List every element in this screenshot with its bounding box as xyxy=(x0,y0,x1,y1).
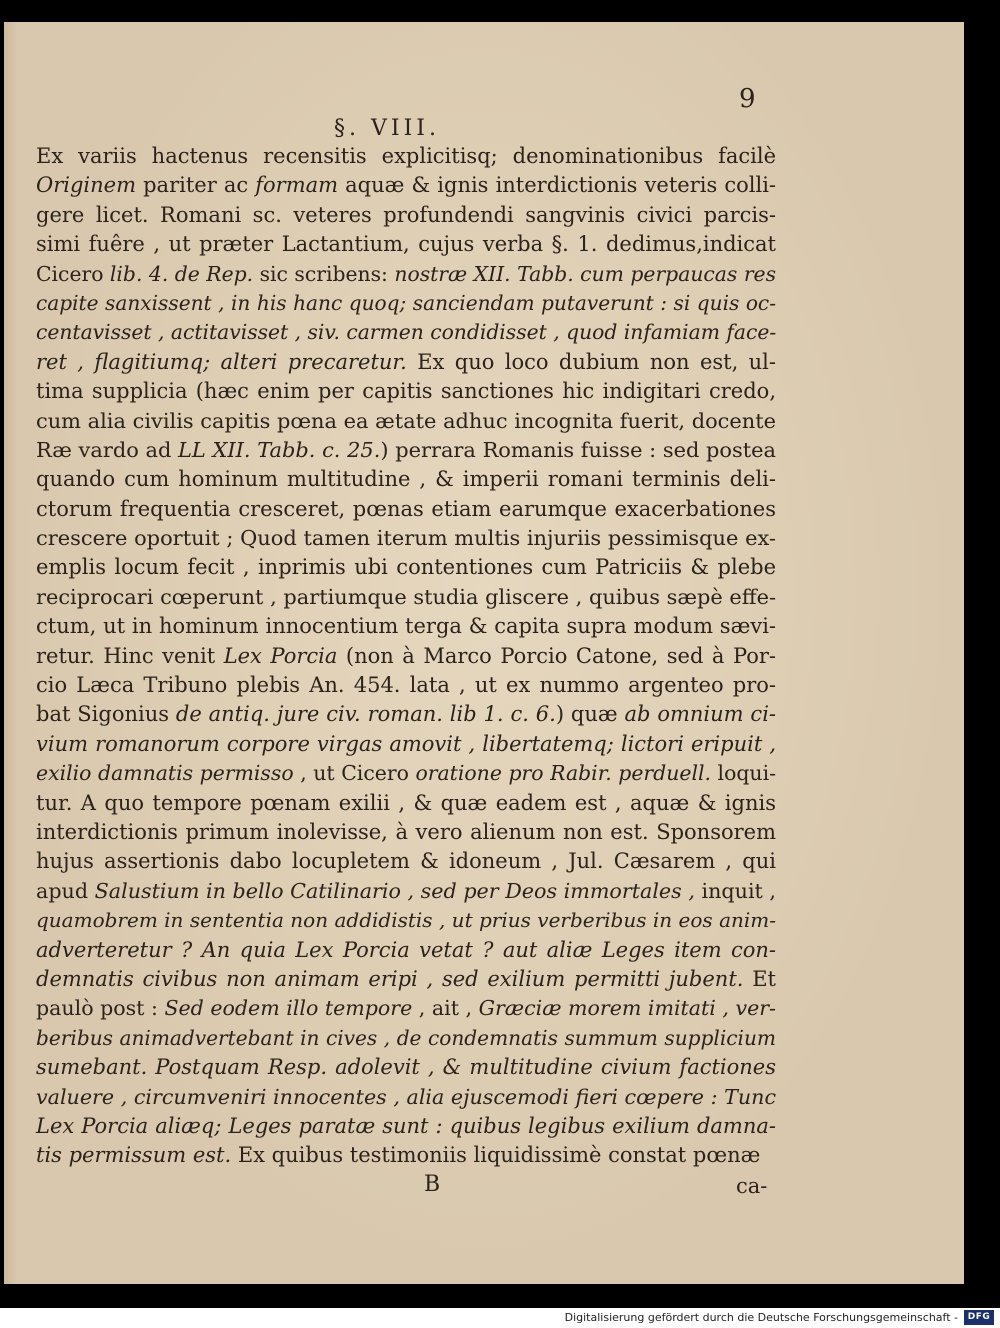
text-segment: aquæ & ignis interdictionis veteris colli- xyxy=(338,173,777,198)
text-segment: Ræ vardo ad xyxy=(36,437,179,462)
text-segment: apud xyxy=(36,878,95,903)
text-segment: simi fuêre , ut præter Lactantium, cujus verba §. 1. dedimus,indicat xyxy=(36,232,776,257)
text-segment: cum alia civilis capitis pœna ea ætate adhuc incognita fuerit, docente xyxy=(36,408,776,433)
text-line xyxy=(36,230,776,259)
text-segment: Ex quo loco dubium non est, ul- xyxy=(406,349,776,374)
text-line xyxy=(36,759,776,788)
text-line xyxy=(36,465,776,494)
text-line xyxy=(36,1024,776,1053)
text-segment: tur. A quo tempore pœnam exilii , & quæ eadem est , aquæ & ignis xyxy=(36,790,776,815)
text-line xyxy=(36,436,776,465)
italic-segment: oratione pro Rabir. perduell. xyxy=(415,761,711,786)
text-segment: emplis locum fecit , inprimis ubi contentiones cum Patriciis & plebe xyxy=(36,555,776,580)
text-segment: reciprocari cœperunt , partiumque studia gliscere , quibus sæpè effe- xyxy=(36,584,776,609)
text-line xyxy=(36,348,776,377)
text-line xyxy=(36,553,776,582)
text-line xyxy=(36,1141,776,1170)
text-segment: retur. Hinc venit xyxy=(36,643,224,668)
italic-segment: vium romanorum corpore virgas amovit , libertatemq; lictori eripuit , xyxy=(36,731,776,756)
text-line xyxy=(36,642,776,671)
italic-segment: Græciæ morem imitati , ver- xyxy=(478,996,776,1021)
funding-credit: Digitalisierung gefördert durch die Deutsche Forschungsgemeinschaft - xyxy=(564,1311,958,1324)
text-segment: pariter ac xyxy=(136,173,256,198)
text-segment: Et xyxy=(743,966,776,991)
text-line xyxy=(36,1112,776,1141)
signature-mark: B xyxy=(424,1172,441,1197)
italic-segment: Lex Porcia aliæq; Leges paratæ sunt : quibus legibus exilium damna- xyxy=(36,1113,776,1138)
text-segment: cio Læca Tribuno plebis An. 454. lata , ut ex nummo argenteo pro- xyxy=(36,673,776,698)
italic-segment: adverteretur ? An quia Lex Porcia vetat ? aut aliæ Leges item con- xyxy=(36,937,776,962)
italic-segment: centavisset , actitavisset , siv. carmen condidisset , quod infamiam face- xyxy=(36,320,777,345)
text-segment: paulò post : xyxy=(36,996,165,1021)
text-segment: hujus assertionis dabo locupletem & idoneum , Jul. Cæsarem , qui xyxy=(36,849,776,874)
text-segment: interdictionis primum inolevisse, à vero alienum non est. Sponsorem xyxy=(36,819,776,844)
text-segment: ) quæ xyxy=(555,702,625,727)
text-line xyxy=(36,377,776,406)
text-segment: ctum, ut in hominum innocentium terga & capita supra modum sævi- xyxy=(36,614,776,639)
text-line xyxy=(36,260,776,289)
text-line xyxy=(36,818,776,847)
italic-segment: valuere , circumveniri innocentes , alia ejuscemodi fieri cœpere : Tunc xyxy=(36,1084,776,1109)
text-segment: gere licet. Romani sc. veteres profundendi sangvinis civici parcis- xyxy=(36,202,776,227)
text-line xyxy=(36,201,776,230)
text-line xyxy=(36,524,776,553)
text-line xyxy=(36,583,776,612)
italic-segment: beribus animadvertebant in cives , de condemnatis summum supplicium xyxy=(36,1025,776,1050)
text-line xyxy=(36,965,776,994)
italic-segment: LL XII. Tabb. c. 25. xyxy=(178,437,381,462)
italic-segment: ab omnium ci- xyxy=(624,702,777,727)
text-segment: Ex variis hactenus recensitis explicitisq; denominationibus facilè xyxy=(36,144,776,168)
italic-segment: Sed eodem illo tempore xyxy=(164,996,413,1021)
text-segment: bat Sigonius xyxy=(36,702,176,727)
text-segment: sic scribens: xyxy=(253,261,395,286)
body-text xyxy=(36,142,776,1171)
italic-segment: sumebant. Postquam Resp. adolevit , & multitudine civium factiones xyxy=(36,1055,776,1080)
text-segment: Cicero xyxy=(36,261,110,286)
text-line xyxy=(36,789,776,818)
text-segment: Ex quibus testimoniis liquidissimè constat pœnæ xyxy=(231,1143,761,1168)
italic-segment: exilio damnatis permisso xyxy=(36,761,294,786)
italic-segment: lib. 4. de Rep. xyxy=(109,261,254,286)
text-line xyxy=(36,289,776,318)
italic-segment: demnatis civibus non animam eripi , sed exilium permitti jubent. xyxy=(36,966,744,991)
text-line xyxy=(36,495,776,524)
italic-segment: de antiq. jure civ. roman. lib 1. c. 6. xyxy=(175,702,556,727)
catchword: ca- xyxy=(736,1174,768,1198)
text-line xyxy=(36,671,776,700)
text-segment: ctorum frequentia cresceret, pœnas etiam earumque exacerbationes xyxy=(36,496,776,521)
text-line xyxy=(36,936,776,965)
italic-segment: Lex Porcia xyxy=(223,643,338,668)
text-segment: ) perrara Romanis fuisse : sed postea xyxy=(380,437,776,462)
text-segment: crescere oportuit ; Quod tamen iterum multis injuriis pessimisque ex- xyxy=(36,526,776,551)
italic-segment: Salustium in bello Catilinario , sed per Deos immortales , xyxy=(94,878,695,903)
italic-segment: quamobrem in sententia non addidistis , ut prius verberibus in eos anim- xyxy=(36,908,776,933)
text-segment: , ait , xyxy=(412,996,479,1021)
text-line xyxy=(36,171,776,200)
italic-segment: ret , flagitiumq; alteri precaretur. xyxy=(36,349,407,374)
italic-segment: tis permissum est. xyxy=(36,1143,232,1168)
text-segment: loqui- xyxy=(710,761,776,786)
text-line xyxy=(36,612,776,641)
footer-bar xyxy=(0,1308,1000,1328)
text-line xyxy=(36,1083,776,1112)
italic-segment: capite sanxissent , in his hanc quoq; sanciendam putaverunt : si quis oc- xyxy=(36,290,776,315)
text-line xyxy=(36,1053,776,1082)
text-line xyxy=(36,994,776,1023)
section-heading: §. VIII. xyxy=(334,116,440,141)
italic-segment: formam xyxy=(255,173,339,198)
italic-segment: Originem xyxy=(36,173,136,198)
text-segment: , ut Cicero xyxy=(293,761,416,786)
text-line xyxy=(36,906,776,935)
text-line xyxy=(36,407,776,436)
text-line xyxy=(36,730,776,759)
book-page xyxy=(4,22,964,1284)
text-line xyxy=(36,877,776,906)
dfg-logo-icon: DFG xyxy=(964,1310,994,1325)
text-segment: inquit , xyxy=(694,878,776,903)
text-segment: quando cum hominum multitudine , & imperii romani terminis deli- xyxy=(36,467,776,492)
text-line xyxy=(36,700,776,729)
text-segment: tima supplicia (hæc enim per capitis sanctiones hic indigitari credo, xyxy=(36,379,776,404)
text-line xyxy=(36,318,776,347)
text-segment: (non à Marco Porcio Catone, sed à Por- xyxy=(337,643,776,668)
page-number: 9 xyxy=(739,84,756,114)
italic-segment: nostræ XII. Tabb. cum perpaucas res xyxy=(394,261,777,286)
text-line xyxy=(36,142,776,171)
text-line xyxy=(36,847,776,876)
